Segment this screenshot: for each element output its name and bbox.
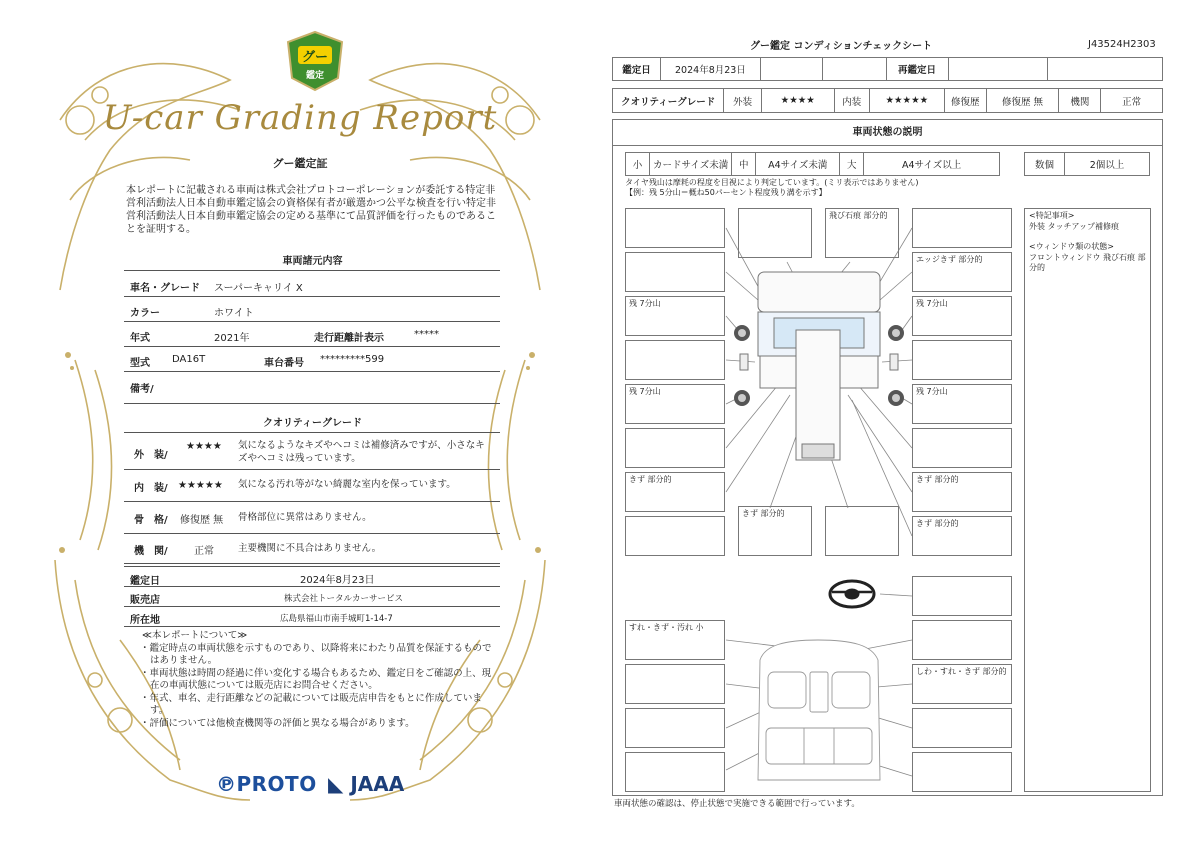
condition-box-scratch-right-1: きず 部分的	[912, 472, 1012, 512]
special-notes: 外装 タッチアップ補修痕	[1029, 221, 1119, 231]
repair-value: 修復歴 無	[986, 89, 1059, 113]
quality-section-title: クオリティーグレード	[263, 418, 362, 429]
engine-label: 機 関/	[134, 546, 168, 557]
spec-section-title: 車両諸元内容	[282, 256, 343, 267]
document-id: J43524H2303	[1088, 39, 1156, 50]
chassis-value: *********599	[320, 354, 385, 365]
check-sheet-title: グー鑑定 コンディションチェックシート	[750, 41, 933, 52]
condition-box	[625, 252, 725, 292]
shop-label: 販売店	[130, 595, 160, 606]
repair-label: 修復歴	[944, 89, 986, 113]
count-label: 数個	[1025, 153, 1065, 176]
quality-row-interior	[124, 470, 500, 502]
section-title: 車両状態の説明	[613, 120, 1162, 146]
notes-title: ≪本レポートについて≫	[142, 630, 248, 641]
window-status: フロントウィンドウ 飛び石痕 部分的	[1029, 252, 1146, 272]
condition-box-tire-rr: 残 7分山	[912, 384, 1012, 424]
ext-stars: ★★★★	[761, 89, 834, 113]
condition-check-sheet	[600, 0, 1200, 848]
name-label: 車名・グレード	[130, 283, 200, 294]
jaaa-logo: ◣ JAAA	[328, 772, 405, 796]
window-status-title: <ウィンドウ類の状態>	[1029, 242, 1114, 251]
appraisal-date-label: 鑑定日	[130, 576, 160, 587]
spec-row-year	[124, 322, 500, 347]
condition-box-scratch-bottom: きず 部分的	[738, 506, 812, 556]
tire-note: タイヤ残山は摩耗の程度を目視により判定しています。(ミリ表示ではありません) 【例：残 5分山＝概ね50パーセント程度残り溝を示す】	[625, 178, 919, 197]
spec-row-remarks	[124, 372, 500, 404]
date-value: 2024年8月23日	[660, 58, 760, 81]
jaaa-logo-icon: ◣	[328, 772, 344, 796]
condition-box	[912, 576, 1012, 616]
note-item: ・年式、車名、走行距離などの記載については販売店申告をもとに作成しています。	[140, 692, 482, 716]
quality-row-engine	[124, 534, 500, 564]
quality-row-exterior	[124, 432, 500, 470]
condition-box	[625, 708, 725, 748]
condition-box-scratch-right-2: きず 部分的	[912, 516, 1012, 556]
condition-box	[912, 428, 1012, 468]
spec-row-name	[124, 270, 500, 297]
certificate-statement: 本レポートに記載される車両は株式会社プロトコーポレーションが委託する特定非営利活動法人日本自動車鑑定協会の資格保有者が厳選かつ公平な検査を行い特定非営利活動法人日本自動車鑑定協会の定める基準にて品質評価を行ったものであることを証明する。	[126, 185, 496, 235]
frame-label: 骨 格/	[134, 515, 168, 526]
size-medium-desc: A4サイズ未満	[756, 153, 840, 176]
svg-text:グー: グー	[301, 50, 329, 65]
proto-logo-icon: ℗	[216, 772, 237, 796]
exterior-label: 外 装/	[134, 450, 168, 461]
interior-desc: 気になる汚れ等がない綺麗な室内を保っています。	[238, 479, 456, 490]
int-stars: ★★★★★	[869, 89, 944, 113]
size-small-desc: カードサイズ未満	[650, 153, 732, 176]
note-item: ・評価については他検査機関等の評価と異なる場合があります。	[140, 717, 415, 729]
spec-row-model	[124, 347, 500, 372]
year-value: 2021年	[214, 333, 250, 344]
condition-box	[625, 516, 725, 556]
report-notes	[136, 630, 496, 730]
count-desc: 2個以上	[1065, 153, 1150, 176]
note-item: ・鑑定時点の車両状態を示すものであり、以降将来にわたり品質を保証するものではありません。	[140, 642, 492, 666]
remarks-label: 備考/	[130, 384, 154, 395]
appraisal-date-value: 2024年8月23日	[300, 575, 375, 586]
certificate-heading: グー鑑定証	[272, 157, 328, 170]
report-title: U-car Grading Report	[102, 98, 498, 138]
shop-value: 株式会社トータルカーサービス	[284, 594, 404, 604]
condition-box	[625, 752, 725, 792]
exterior-stars: ★★★★	[186, 441, 222, 452]
condition-box-tire-rl: 残 7分山	[625, 384, 725, 424]
mileage-value: *****	[414, 329, 439, 340]
frame-value: 修復歴 無	[180, 515, 224, 526]
condition-box-tire-fr: 残 7分山	[912, 296, 1012, 336]
quality-row-frame	[124, 502, 500, 534]
steering-wheel-icon	[830, 581, 874, 607]
condition-box	[912, 752, 1012, 792]
address-row	[124, 607, 500, 627]
condition-box	[625, 664, 725, 704]
condition-box	[738, 208, 812, 258]
frame-desc: 骨格部位に異常はありません。	[238, 512, 372, 523]
remarks-panel	[1024, 208, 1151, 792]
condition-box-interior-1: すれ・きず・汚れ 小	[625, 620, 725, 660]
goo-kantei-badge-icon	[284, 30, 346, 92]
condition-box	[625, 340, 725, 380]
chassis-label: 車台番号	[264, 358, 304, 369]
address-label: 所在地	[130, 615, 160, 626]
size-medium: 中	[732, 153, 756, 176]
size-small: 小	[626, 153, 650, 176]
mileage-label: 走行距離計表示	[314, 333, 384, 344]
condition-box	[912, 708, 1012, 748]
ext-label: 外装	[724, 89, 761, 113]
engine-label-cell: 機関	[1059, 89, 1101, 113]
engine-desc: 主要機関に不具合はありません。	[238, 543, 382, 554]
color-value: ホワイト	[214, 308, 254, 319]
address-value: 広島県福山市南手城町1-14-7	[280, 614, 393, 624]
interior-stars: ★★★★★	[178, 480, 223, 491]
size-large-desc: A4サイズ以上	[864, 153, 1000, 176]
year-label: 年式	[130, 333, 150, 344]
spec-row-color	[124, 297, 500, 322]
int-label: 内装	[834, 89, 869, 113]
appraisal-date-row	[124, 566, 500, 587]
date-label: 鑑定日	[613, 58, 661, 81]
condition-box	[912, 620, 1012, 660]
footer-note: 車両状態の確認は、停止状態で実施できる範囲で行っています。	[614, 799, 860, 809]
special-notes-title: <特記事項>	[1029, 211, 1075, 220]
engine-value: 正常	[194, 546, 214, 557]
size-large: 大	[840, 153, 864, 176]
condition-box-interior-2: しわ・すれ・きず 部分的	[912, 664, 1012, 704]
condition-box-scratch-left: きず 部分的	[625, 472, 725, 512]
svg-text:鑑定: 鑑定	[305, 71, 325, 81]
condition-box-tire-fl: 残 7分山	[625, 296, 725, 336]
condition-box	[825, 506, 899, 556]
condition-box	[625, 208, 725, 248]
reappraisal-label: 再鑑定日	[886, 58, 948, 81]
note-item: ・車両状態は時間の経過に伴い変化する場合もあるため、鑑定日をご確認の上、現在の車両状態については販売店にお問合せください。	[140, 667, 492, 691]
proto-logo: ℗PROTO	[216, 772, 317, 796]
model-value: DA16T	[172, 354, 206, 365]
model-label: 型式	[130, 358, 150, 369]
engine-value-cell: 正常	[1101, 89, 1163, 113]
condition-box-stone-chip: 飛び石痕 部分的	[825, 208, 899, 258]
interior-label: 内 装/	[134, 483, 168, 494]
condition-box	[625, 428, 725, 468]
exterior-desc: 気になるようなキズやヘコミは補修済みですが、小さなキズやヘコミは残っています。	[238, 440, 485, 464]
grade-label: クオリティーグレード	[613, 89, 724, 113]
condition-box-edge: エッジきず 部分的	[912, 252, 1012, 292]
shop-row	[124, 587, 500, 607]
color-label: カラー	[130, 308, 160, 319]
condition-box	[912, 340, 1012, 380]
condition-box	[912, 208, 1012, 248]
name-value: スーパーキャリイ X	[214, 283, 303, 294]
